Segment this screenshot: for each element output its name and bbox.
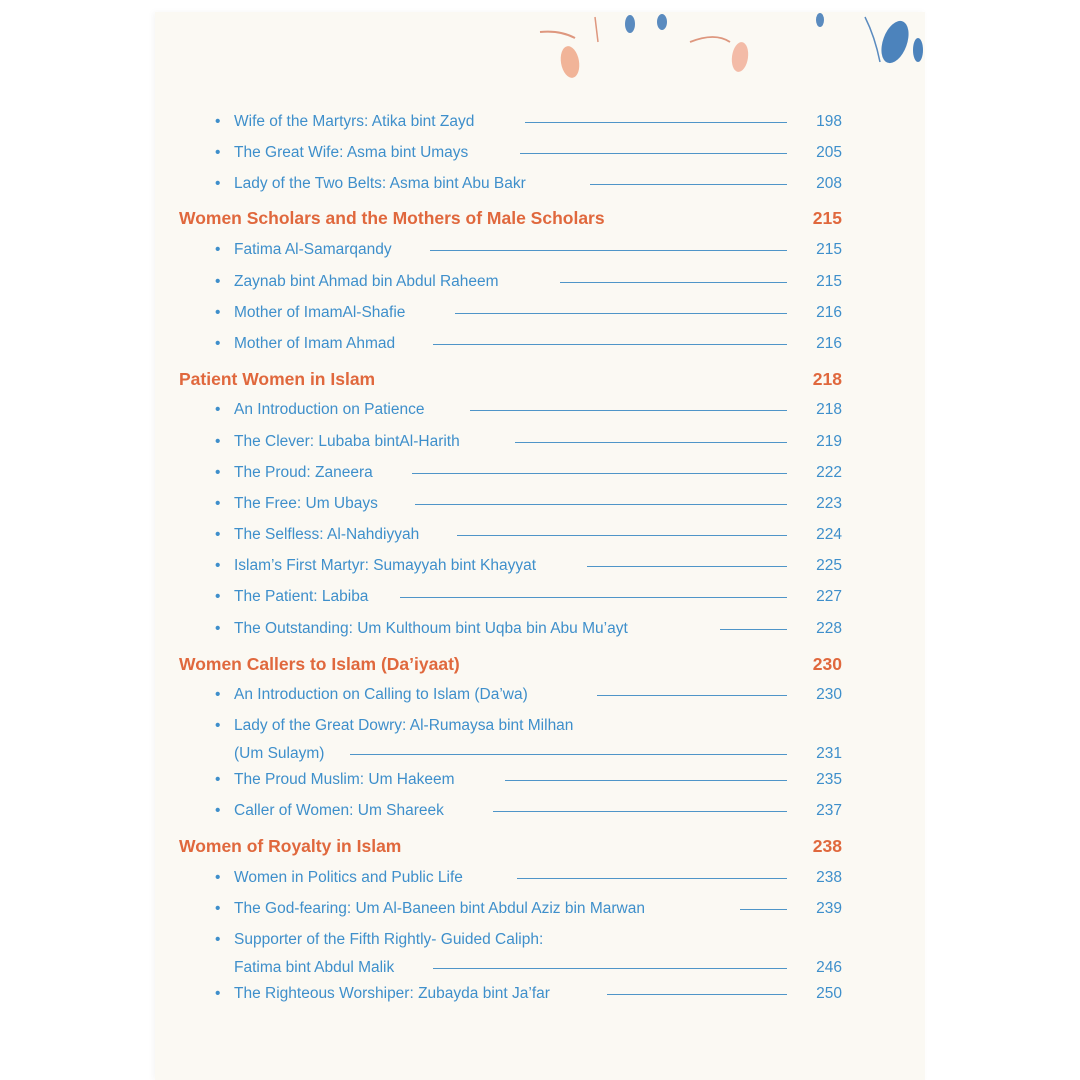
- leader-line: [430, 250, 787, 251]
- toc-entry[interactable]: [215, 330, 842, 358]
- bullet-icon: •: [215, 620, 221, 637]
- entry-page-number: 227: [816, 588, 842, 605]
- bullet-icon: •: [215, 526, 221, 543]
- toc-entry[interactable]: [215, 615, 842, 643]
- entry-page-number: 250: [816, 985, 842, 1002]
- bullet-icon: •: [215, 175, 221, 192]
- toc-section-heading[interactable]: [179, 832, 842, 860]
- entry-title: The God-fearing: Um Al-Baneen bint Abdul Aziz bin Marwan: [234, 900, 645, 917]
- entry-page-number: 223: [816, 495, 842, 512]
- entry-page-number: 237: [816, 802, 842, 819]
- toc-entry[interactable]: [215, 139, 842, 167]
- section-title: Women Scholars and the Mothers of Male Scholars: [179, 208, 605, 228]
- toc-entry[interactable]: [215, 797, 842, 825]
- entry-title: Women in Politics and Public Life: [234, 869, 463, 886]
- leader-line: [457, 535, 787, 536]
- toc-entry[interactable]: [215, 299, 842, 327]
- entry-page-number: 222: [816, 464, 842, 481]
- toc-entry[interactable]: [215, 521, 842, 549]
- entry-title: The Righteous Worshiper: Zubayda bint Ja’far: [234, 985, 550, 1002]
- bullet-icon: •: [215, 557, 221, 574]
- entry-title: Supporter of the Fifth Rightly- Guided Caliph:: [234, 931, 544, 948]
- bullet-icon: •: [215, 771, 221, 788]
- leader-line: [590, 184, 787, 185]
- leader-line: [517, 878, 787, 879]
- entry-page-number: 238: [816, 869, 842, 886]
- section-title: Women Callers to Islam (Da’iyaat): [179, 654, 460, 674]
- entry-title: The Proud Muslim: Um Hakeem: [234, 771, 455, 788]
- entry-title: The Selfless: Al-Nahdiyyah: [234, 526, 420, 543]
- toc-entry[interactable]: [215, 766, 842, 794]
- bullet-icon: •: [215, 401, 221, 418]
- leader-line: [412, 473, 787, 474]
- toc-entry[interactable]: [215, 108, 842, 136]
- leader-line: [525, 122, 787, 123]
- entry-page-number: 208: [816, 175, 842, 192]
- toc-entry[interactable]: [215, 396, 842, 424]
- leader-line: [470, 410, 787, 411]
- bullet-icon: •: [215, 985, 221, 1002]
- entry-page-number: 225: [816, 557, 842, 574]
- entry-page-number: 246: [816, 959, 842, 976]
- entry-page-number: 228: [816, 620, 842, 637]
- toc-entry[interactable]: [215, 552, 842, 580]
- toc-entry[interactable]: [215, 864, 842, 892]
- entry-title: Lady of the Great Dowry: Al-Rumaysa bint Milhan: [234, 717, 574, 734]
- bullet-icon: •: [215, 900, 221, 917]
- bullet-icon: •: [215, 464, 221, 481]
- entry-title-continued: (Um Sulaym): [234, 745, 325, 762]
- entry-title: The Great Wife: Asma bint Umays: [234, 144, 469, 161]
- entry-title: The Free: Um Ubays: [234, 495, 378, 512]
- leader-line: [350, 754, 787, 755]
- section-page-number: 215: [812, 208, 842, 228]
- bullet-icon: •: [215, 304, 221, 321]
- toc-entry[interactable]: [215, 170, 842, 198]
- entry-page-number: 215: [816, 241, 842, 258]
- toc-entry[interactable]: [215, 895, 842, 923]
- leader-line: [740, 909, 787, 910]
- toc-entry[interactable]: [215, 681, 842, 709]
- toc-entry[interactable]: [215, 980, 842, 1008]
- entry-page-number: 224: [816, 526, 842, 543]
- toc-section-heading[interactable]: [179, 365, 842, 393]
- entry-title: Islam’s First Martyr: Sumayyah bint Khayyat: [234, 557, 537, 574]
- leader-line: [455, 313, 787, 314]
- entry-page-number: 216: [816, 335, 842, 352]
- toc-entry[interactable]: [215, 236, 842, 264]
- bullet-icon: •: [215, 686, 221, 703]
- entry-page-number: 239: [816, 900, 842, 917]
- bullet-icon: •: [215, 113, 221, 130]
- entry-title: The Patient: Labiba: [234, 588, 369, 605]
- leader-line: [607, 994, 787, 995]
- section-page-number: 230: [812, 654, 842, 674]
- toc-entry[interactable]: [215, 490, 842, 518]
- bullet-icon: •: [215, 273, 221, 290]
- entry-page-number: 230: [816, 686, 842, 703]
- entry-title: Caller of Women: Um Shareek: [234, 802, 444, 819]
- toc-entry[interactable]: [215, 583, 842, 611]
- entry-page-number: 235: [816, 771, 842, 788]
- bullet-icon: •: [215, 588, 221, 605]
- bullet-icon: •: [215, 433, 221, 450]
- section-title: Patient Women in Islam: [179, 369, 376, 389]
- leader-line: [505, 780, 787, 781]
- toc-entry[interactable]: [215, 428, 842, 456]
- toc-section-heading[interactable]: [179, 650, 842, 678]
- toc-entry[interactable]: [215, 926, 842, 982]
- toc-section-heading[interactable]: [179, 204, 842, 232]
- section-title: Women of Royalty in Islam: [179, 836, 402, 856]
- entry-title: The Outstanding: Um Kulthoum bint Uqba bin Abu Mu’ayt: [234, 620, 628, 637]
- leader-line: [597, 695, 787, 696]
- entry-page-number: 216: [816, 304, 842, 321]
- section-page-number: 218: [812, 369, 842, 389]
- entry-page-number: 219: [816, 433, 842, 450]
- toc-entry[interactable]: [215, 712, 842, 768]
- entry-title: Zaynab bint Ahmad bin Abdul Raheem: [234, 273, 499, 290]
- entry-title: An Introduction on Calling to Islam (Da’wa): [234, 686, 528, 703]
- leader-line: [415, 504, 787, 505]
- entry-page-number: 205: [816, 144, 842, 161]
- leader-line: [520, 153, 787, 154]
- entry-title: Mother of ImamAl-Shafie: [234, 304, 406, 321]
- bullet-icon: •: [215, 495, 221, 512]
- entry-page-number: 215: [816, 273, 842, 290]
- leader-line: [400, 597, 787, 598]
- bullet-icon: •: [215, 869, 221, 886]
- bullet-icon: •: [215, 717, 221, 734]
- bullet-icon: •: [215, 335, 221, 352]
- entry-title: Wife of the Martyrs: Atika bint Zayd: [234, 113, 475, 130]
- entry-title: The Clever: Lubaba bintAl-Harith: [234, 433, 460, 450]
- entry-page-number: 198: [816, 113, 842, 130]
- leader-line: [433, 968, 787, 969]
- bullet-icon: •: [215, 802, 221, 819]
- section-page-number: 238: [812, 836, 842, 856]
- entry-title-continued: Fatima bint Abdul Malik: [234, 959, 395, 976]
- entry-title: Mother of Imam Ahmad: [234, 335, 396, 352]
- entry-page-number: 231: [816, 745, 842, 762]
- entry-page-number: 218: [816, 401, 842, 418]
- toc-entry[interactable]: [215, 459, 842, 487]
- leader-line: [587, 566, 787, 567]
- bullet-icon: •: [215, 241, 221, 258]
- entry-title: An Introduction on Patience: [234, 401, 425, 418]
- leader-line: [720, 629, 787, 630]
- bullet-icon: •: [215, 931, 221, 948]
- entry-title: Fatima Al-Samarqandy: [234, 241, 392, 258]
- bullet-icon: •: [215, 144, 221, 161]
- toc-entry[interactable]: [215, 268, 842, 296]
- leader-line: [493, 811, 787, 812]
- entry-title: The Proud: Zaneera: [234, 464, 373, 481]
- leader-line: [433, 344, 787, 345]
- leader-line: [560, 282, 787, 283]
- leader-line: [515, 442, 787, 443]
- entry-title: Lady of the Two Belts: Asma bint Abu Bakr: [234, 175, 526, 192]
